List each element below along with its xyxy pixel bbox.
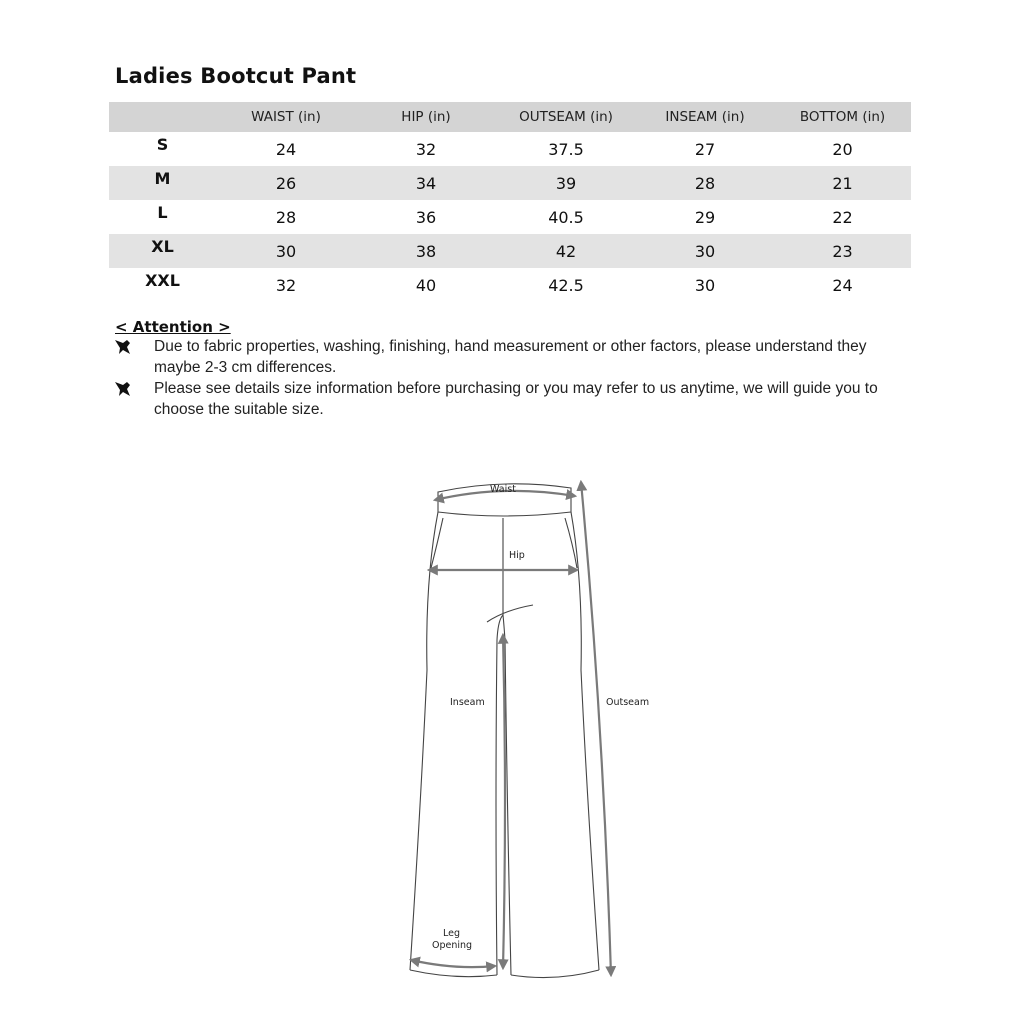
outseam-value: 40.5 <box>548 207 584 227</box>
inseam-value: 30 <box>694 275 716 295</box>
crotch-detail <box>487 605 533 622</box>
pushpin-icon <box>113 337 133 357</box>
outseam-value: 42.5 <box>548 275 584 295</box>
bottom-value: 22 <box>832 207 853 227</box>
left-hem <box>410 970 497 977</box>
hip-value: 40 <box>415 275 437 295</box>
waist-value: 32 <box>275 275 297 295</box>
header-bottom: BOTTOM (in) <box>774 102 911 132</box>
pant-measurement-diagram <box>395 470 665 990</box>
hip-value: 34 <box>356 166 496 200</box>
inseam-value: 28 <box>636 166 774 200</box>
leg-opening-label-line2: Opening <box>432 940 473 951</box>
inseam-arrow <box>503 635 505 968</box>
page-title: Ladies Bootcut Pant <box>115 64 357 88</box>
outseam-value: 39 <box>496 166 636 200</box>
waist-value: 24 <box>275 139 297 159</box>
table-row <box>109 200 911 234</box>
table-header-row <box>109 102 911 132</box>
outseam-value: 42 <box>496 234 636 268</box>
pushpin-icon <box>113 379 133 399</box>
inseam-label: Inseam <box>450 697 485 708</box>
header-hip: HIP (in) <box>356 102 496 132</box>
hip-value: 36 <box>415 207 437 227</box>
waist-label: Waist <box>490 484 516 495</box>
size-label: S <box>156 135 169 154</box>
header-waist: WAIST (in) <box>216 102 356 132</box>
left-inseam <box>496 615 503 975</box>
table-row <box>109 234 911 268</box>
size-label: M <box>109 166 216 200</box>
leg-opening-label-line1: Leg <box>443 928 461 939</box>
outseam-arrow <box>581 482 611 975</box>
attention-note-2: Please see details size information before purchasing or you may refer to us anytime, we will guide you to choose the suitable size. <box>154 380 878 418</box>
leg-opening-arrow <box>411 960 495 967</box>
attention-heading: < Attention > <box>115 318 231 336</box>
hip-value: 38 <box>356 234 496 268</box>
waist-value: 28 <box>275 207 297 227</box>
header-outseam: OUTSEAM (in) <box>496 102 636 132</box>
size-label: XL <box>109 234 216 268</box>
inseam-value: 30 <box>636 234 774 268</box>
table-row <box>109 132 911 166</box>
bottom-value: 20 <box>832 139 853 159</box>
attention-note-1: Due to fabric properties, washing, finishing, hand measurement or other factors, please understand they maybe 2-3 cm differences. <box>154 338 867 376</box>
outseam-label: Outseam <box>606 697 650 708</box>
hip-label: Hip <box>509 550 525 561</box>
size-label: XXL <box>145 271 180 290</box>
waist-value: 30 <box>216 234 356 268</box>
outseam-value: 37.5 <box>548 139 584 159</box>
header-inseam: INSEAM (in) <box>636 102 774 132</box>
inseam-value: 27 <box>694 139 716 159</box>
right-outer-seam <box>571 512 599 970</box>
inseam-value: 29 <box>694 207 716 227</box>
hip-value: 32 <box>415 139 437 159</box>
header-size <box>109 102 216 132</box>
table-row <box>109 268 911 302</box>
waist-value: 26 <box>216 166 356 200</box>
size-chart-table <box>109 102 911 302</box>
bottom-value: 21 <box>774 166 911 200</box>
bottom-value: 23 <box>774 234 911 268</box>
size-label: L <box>157 203 168 222</box>
left-outer-seam <box>410 512 438 970</box>
right-hem <box>511 970 599 978</box>
bottom-value: 24 <box>832 275 853 295</box>
table-row <box>109 166 911 200</box>
